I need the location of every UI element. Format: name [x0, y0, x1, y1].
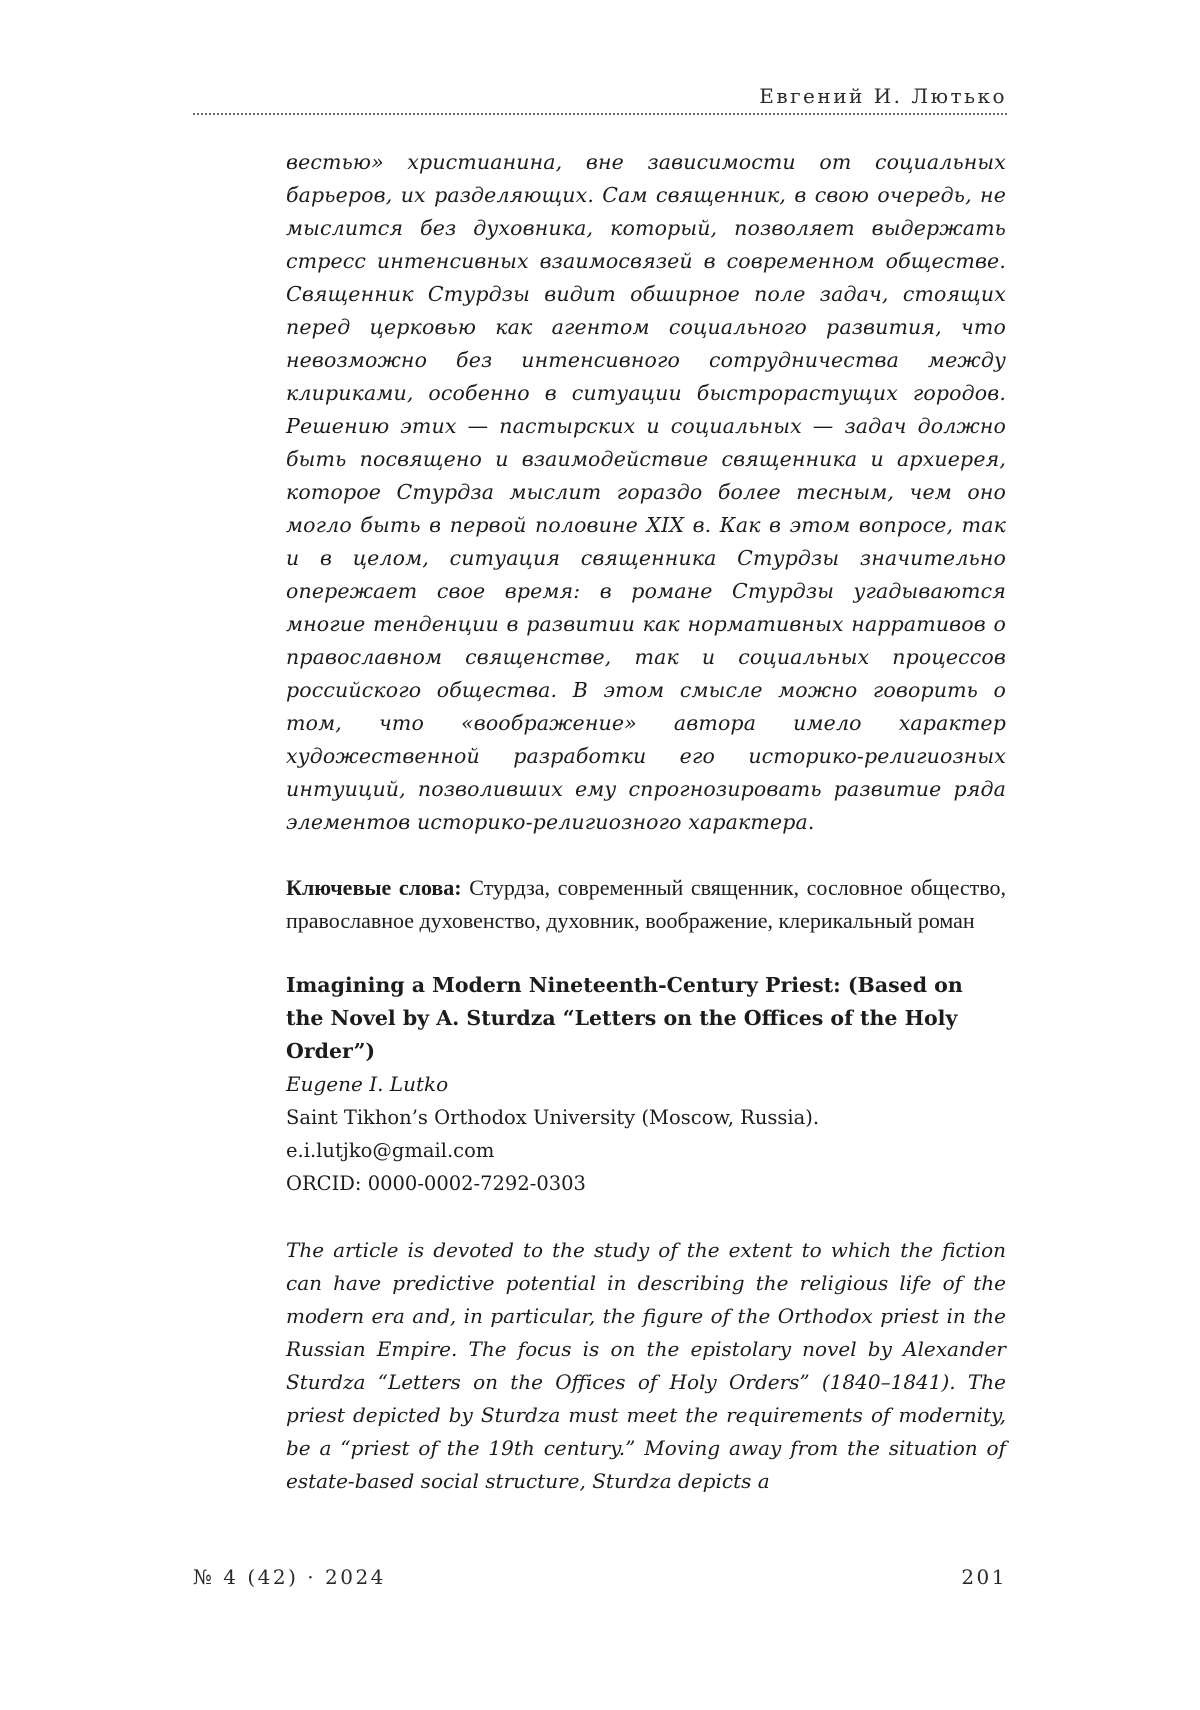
author-email: e.i.lutjko@gmail.com — [286, 1139, 495, 1162]
english-article-title: Imagining a Modern Nineteenth-Century Priest: (Based on the Novel by A. Sturdza “Letters on the Offices of the Holy Order”) — [286, 973, 963, 1063]
keywords-label: Ключевые слова: — [286, 875, 462, 900]
footer-issue-number: № 4 (42) · 2024 — [193, 1565, 386, 1589]
header-divider — [193, 113, 1007, 115]
author-affiliation: Saint Tikhon’s Orthodox University (Moscow, Russia). — [286, 1106, 820, 1129]
author-orcid: ORCID: 0000-0002-7292-0303 — [286, 1172, 586, 1195]
keywords-paragraph — [286, 871, 1006, 937]
abstract-russian: вестью» христианина, вне зависимости от социальных барьеров, их разделяющих. Сам священник, в свою очередь, не мыслится без духовника, который, позволяет выдержать стресс интенсивных взаимосвязей в современном обществе. Священник Стурдзы видит обширное поле задач, стоящих перед церковью как агентом социального развития, что невозможно без интенсивного сотрудничества между клириками, особенно в ситуации быстрорастущих городов. Решению этих — пастырских и социальных — задач должно быть посвящено и взаимодействие священника и архиерея, которое Стурдза мыслит гораздо более тесным, чем оно могло быть в первой половине XIX в. Как в этом вопросе, так и в целом, ситуация священника Стурдзы значительно опережает свое время: в романе Стурдзы угадываются многие тенденции в развитии как нормативных нарративов о православном священстве, так и социальных процессов российского общества. В этом смысле можно говорить о том, что «воображение» автора имело характер художественной разработки его историко-религиозных интуиций, позволивших ему спрогнозировать развитие ряда элементов историко-религиозного характера. — [286, 150, 1006, 834]
main-content — [286, 146, 1006, 1498]
footer-page-number: 201 — [961, 1565, 1007, 1589]
keywords-text: Стурдза, современный священник, сословное общество, православное духовенство, духовник, воображение, клерикальный роман — [286, 875, 1007, 933]
abstract-english: The article is devoted to the study of the extent to which the fiction can have predictive potential in describing the religious life of the modern era and, in particular, the figure of the Orthodox priest in the Russian Empire. The focus is on the epistolary novel by Alexander Sturdza “Letters on the Offices of Holy Orders” (1840–1841). The priest depicted by Sturdza must meet the requirements of modernity, be a “priest of the 19th century.” Moving away from the situation of estate-based social structure, Sturdza depicts a — [286, 1238, 1006, 1493]
english-author-name: Eugene I. Lutko — [286, 1072, 449, 1096]
running-head-author: Евгений И. Лютько — [759, 84, 1007, 108]
